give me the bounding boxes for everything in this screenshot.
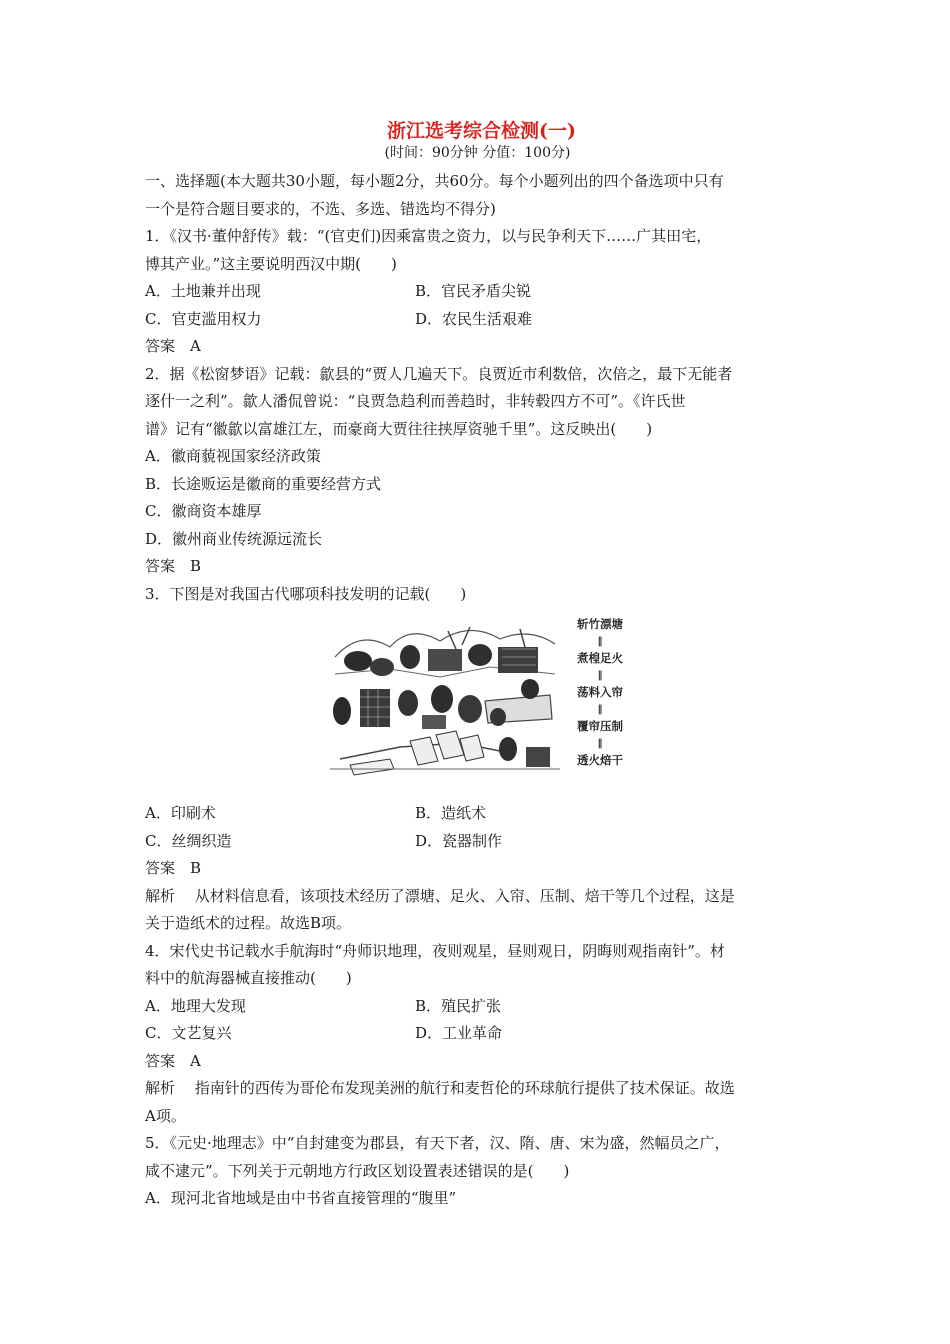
question-stem-line: 咸不逮元”。下列关于元朝地方行政区划设置表述错误的是( ): [145, 1161, 570, 1180]
option-b: B．长途贩运是徽商的重要经营方式: [145, 474, 382, 493]
options-row: [145, 993, 810, 1021]
page-title: 浙江选考综合检测(一): [387, 120, 576, 142]
process-step: 覆帘压制: [577, 719, 623, 733]
options-row: [145, 278, 810, 306]
option-c: C．徽商资本雄厚: [145, 502, 262, 520]
option-b: B．官民矛盾尖锐: [415, 282, 532, 300]
options-row: [145, 800, 810, 828]
process-connector: ‖: [597, 636, 603, 647]
option-c: C．文艺复兴: [145, 1024, 232, 1042]
option-b: B．造纸术: [415, 804, 487, 822]
option-a: A．现河北省地域是由中书省直接管理的“腹里”: [145, 1189, 457, 1207]
option-b: B．殖民扩张: [415, 996, 502, 1015]
question-stem-line: 1．《汉书·董仲舒传》载：“(官吏们)因乘富贵之资力，以与民争利天下……广其田宅，: [145, 227, 712, 245]
question-1: [145, 223, 810, 361]
option-d: D．工业革命: [415, 1024, 503, 1042]
option-a: A．徽商藐视国家经济政策: [145, 447, 321, 465]
process-step: 透火焙干: [577, 753, 623, 767]
question-stem-line: 5．《元史·地理志》中“自封建变为郡县，有天下者，汉、隋、唐、宋为盛，然幅员之广，: [145, 1134, 730, 1152]
answer: 答案 B: [145, 859, 202, 877]
process-step: 荡料入帘: [577, 685, 623, 699]
options-row: [145, 1020, 810, 1048]
process-connector: ‖: [597, 738, 603, 749]
process-step: 煮楻足火: [577, 651, 623, 665]
option-d: D．徽州商业传统源远流长: [145, 529, 323, 548]
question-2: [145, 361, 810, 581]
process-steps: [571, 616, 629, 769]
papermaking-illustration: [330, 619, 560, 779]
question-5: [145, 1130, 810, 1213]
analysis-line: 关于造纸术的过程。故选B项。: [145, 914, 352, 932]
option-c: C．丝绸织造: [145, 831, 232, 850]
options-row: [145, 306, 810, 334]
question-stem-line: 谱》记有“徽歙以富雄江左，而豪商大贾往往挟厚资驰千里”。这反映出( ): [145, 419, 653, 438]
process-connector: ‖: [597, 670, 603, 681]
process-connector: ‖: [597, 704, 603, 715]
question-stem-line: 逐什一之利”。歙人潘侃曾说：“良贾急趋利而善趋时，非转毂四方不可”。《许氏世: [145, 392, 686, 410]
option-a: A．地理大发现: [145, 996, 246, 1015]
option-a: A．印刷术: [145, 804, 216, 822]
page-subtitle: (时间：90分钟 分值：100分): [384, 145, 571, 161]
option-d: D．瓷器制作: [415, 831, 503, 850]
answer: 答案 A: [145, 1051, 201, 1070]
section-header-line: 一个是符合题目要求的，不选、多选、错选均不得分): [145, 199, 496, 218]
process-step: 斩竹漂塘: [577, 617, 623, 631]
section-header-line: 一、选择题(本大题共30小题，每小题2分，共60分。每个小题列出的四个备选项中只有: [145, 172, 724, 190]
analysis-line: 解析 从材料信息看，该项技术经历了漂塘、足火、入帘、压制、焙干等几个过程，这是: [145, 886, 735, 905]
option-a: A．土地兼并出现: [145, 282, 261, 300]
section-header: [145, 168, 810, 223]
option-c: C．官吏滥用权力: [145, 309, 262, 328]
papermaking-figure: [145, 614, 810, 792]
question-stem-line: 4．宋代史书记载水手航海时“舟师识地理，夜则观星，昼则观日，阴晦则观指南针”。材: [145, 941, 725, 960]
question-4: [145, 938, 810, 1131]
question-stem-line: 博其产业。”这主要说明西汉中期( ): [145, 254, 397, 273]
analysis-line: A项。: [145, 1106, 186, 1125]
question-stem-line: 2．据《松窗梦语》记载：歙县的“贾人几遍天下。良贾近市利数倍，次倍之，最下无能者: [145, 364, 733, 383]
analysis-line: 解析 指南针的西传为哥伦布发现美洲的航行和麦哲伦的环球航行提供了技术保证。故选: [145, 1079, 735, 1097]
question-stem-line: 3．下图是对我国古代哪项科技发明的记载( ): [145, 584, 467, 603]
question-3: [145, 581, 810, 938]
question-stem-line: 料中的航海器械直接推动( ): [145, 969, 352, 987]
exam-page: [145, 118, 810, 1213]
options-row: [145, 828, 810, 856]
answer: 答案 B: [145, 557, 202, 575]
option-d: D．农民生活艰难: [415, 309, 533, 328]
answer: 答案 A: [145, 337, 201, 355]
